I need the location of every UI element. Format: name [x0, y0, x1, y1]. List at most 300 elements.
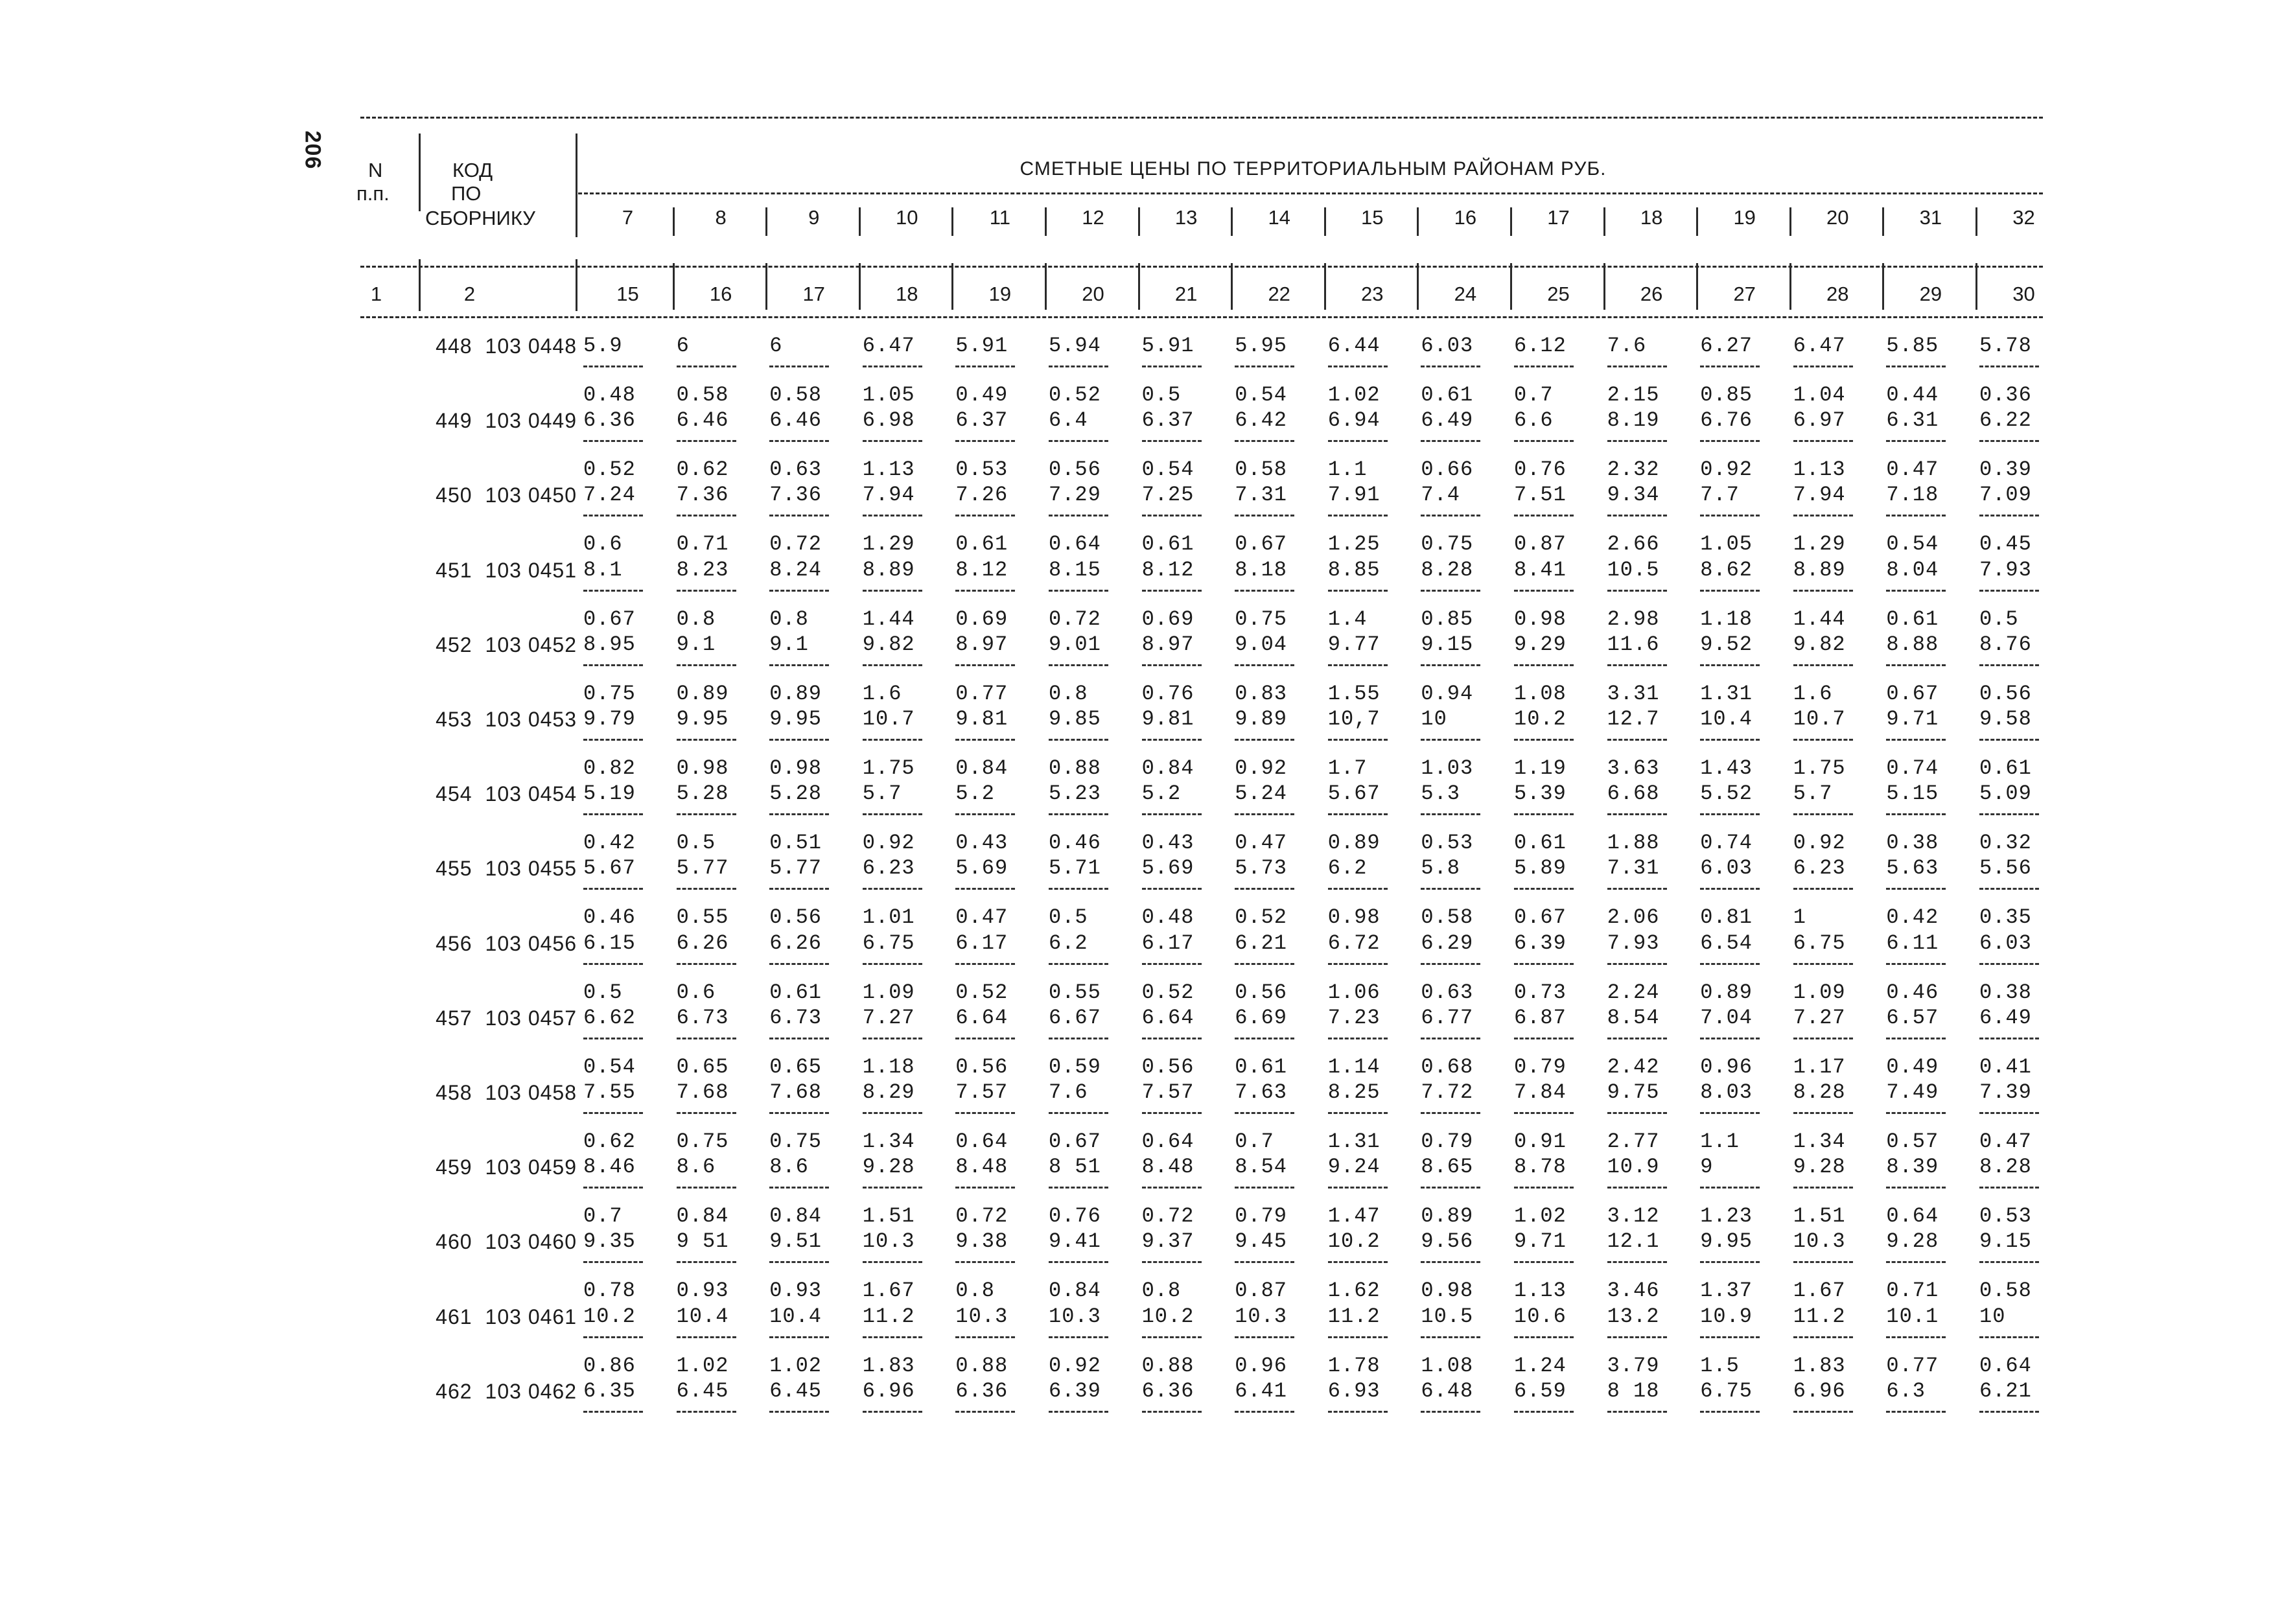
row-label: [363, 483, 577, 507]
price-value-secondary: 0.96: [1700, 1054, 1753, 1079]
price-value-secondary: 0.74: [1886, 756, 1939, 780]
fraction-bar: [863, 515, 922, 516]
price-value-secondary: 0.61: [1979, 756, 2032, 780]
fraction-bar: [1328, 963, 1388, 965]
price-value: 6.12: [1514, 334, 1567, 358]
fraction-bar: [1142, 1187, 1202, 1189]
district-code: 19: [1733, 206, 1756, 229]
price-value-secondary: 1.24: [1514, 1353, 1567, 1378]
price-value: 6.48: [1421, 1378, 1474, 1403]
price-value-secondary: 0.66: [1421, 458, 1474, 482]
price-value-secondary: 0.89: [1700, 980, 1753, 1004]
price-value: 10.2: [1327, 1229, 1381, 1254]
row-label: [363, 708, 577, 732]
fraction-bar: [769, 1187, 829, 1189]
price-value: 10.4: [1700, 707, 1753, 731]
price-value: 7.93: [1607, 931, 1660, 955]
district-code: 20: [1826, 206, 1849, 229]
price-value: 12.1: [1607, 1229, 1660, 1254]
price-value-secondary: 3.63: [1607, 756, 1660, 780]
price-value-secondary: 0.47: [1886, 458, 1939, 482]
fraction-bar: [955, 888, 1015, 890]
price-value: 6.23: [1793, 856, 1846, 881]
price-value: 9.38: [955, 1229, 1008, 1254]
price-value: 6: [769, 334, 783, 358]
column-number: 16: [709, 283, 732, 305]
fraction-bar: [955, 664, 1015, 666]
row-label: [363, 1006, 577, 1030]
fraction-bar: [583, 813, 643, 815]
price-value-secondary: 0.7: [1235, 1130, 1274, 1154]
price-value-secondary: 0.94: [1421, 681, 1474, 706]
fraction-bar: [863, 813, 922, 815]
price-value: 9.28: [1886, 1229, 1939, 1254]
price-value-secondary: 1.02: [769, 1353, 822, 1378]
district-code: 32: [2012, 206, 2035, 229]
price-value-secondary: 0.61: [955, 532, 1008, 557]
price-value: 5.52: [1700, 782, 1753, 806]
price-value-secondary: 0.75: [1235, 607, 1287, 631]
fraction-bar: [955, 1038, 1015, 1039]
fraction-bar: [1793, 1187, 1853, 1189]
price-value-secondary: 0.92: [1793, 831, 1846, 855]
price-value-secondary: 0.71: [676, 532, 729, 557]
price-value-secondary: 0.75: [583, 681, 636, 706]
column-separator: [673, 263, 675, 310]
fraction-bar: [1328, 1411, 1388, 1413]
price-value: 10.3: [955, 1304, 1008, 1328]
price-value: 7.27: [1793, 1005, 1846, 1030]
fraction-bar: [863, 739, 922, 741]
price-value: 10.3: [862, 1229, 915, 1254]
price-value: 8.97: [955, 632, 1008, 656]
header-separator: [419, 133, 421, 211]
district-code: 31: [1919, 206, 1942, 229]
price-value-secondary: 0.93: [769, 1279, 822, 1303]
fraction-bar: [955, 1261, 1015, 1263]
price-value: 8.18: [1235, 557, 1287, 582]
fraction-bar: [769, 365, 829, 367]
price-value: 5.89: [1514, 856, 1567, 881]
fraction-bar: [1514, 1112, 1574, 1114]
price-value: 7.39: [1979, 1080, 2032, 1104]
price-value: 10.1: [1886, 1304, 1939, 1328]
district-code: 12: [1082, 206, 1104, 229]
price-value-secondary: 0.64: [1886, 1204, 1939, 1229]
price-value: 7.04: [1700, 1005, 1753, 1030]
price-value: 6.97: [1793, 408, 1846, 433]
column-number: 26: [1640, 283, 1663, 305]
price-value-secondary: 0.98: [1421, 1279, 1474, 1303]
price-value: 5.56: [1979, 856, 2032, 881]
price-value-secondary: 0.54: [1235, 383, 1287, 407]
price-value-secondary: 1.37: [1700, 1279, 1753, 1303]
price-value: 6.75: [1700, 1378, 1753, 1403]
price-value: 6.23: [862, 856, 915, 881]
fraction-bar: [1049, 1411, 1108, 1413]
fraction-bar: [1049, 888, 1108, 890]
fraction-bar: [583, 888, 643, 890]
price-value: 6.76: [1700, 408, 1753, 433]
price-value: 9.04: [1235, 632, 1287, 656]
fraction-bar: [769, 1112, 829, 1114]
fraction-bar: [1886, 590, 1946, 592]
price-value-secondary: 0.89: [1327, 831, 1381, 855]
column-separator: [1696, 263, 1698, 310]
price-value-secondary: 0.54: [583, 1054, 636, 1079]
price-value: 6.36: [955, 1378, 1008, 1403]
price-value-secondary: 0.58: [1421, 905, 1474, 930]
price-value-secondary: 1.1: [1700, 1130, 1740, 1154]
price-value-secondary: 3.79: [1607, 1353, 1660, 1378]
column-separator: [1603, 207, 1605, 236]
price-value: 6.03: [1979, 931, 2032, 955]
column-number: 24: [1454, 283, 1477, 305]
price-value: 11.6: [1607, 632, 1660, 656]
price-value: 6.94: [1327, 408, 1381, 433]
price-value: 7.68: [676, 1080, 729, 1104]
price-value-secondary: 0.74: [1700, 831, 1753, 855]
price-value: 5.71: [1049, 856, 1101, 881]
fraction-bar: [1421, 1187, 1480, 1189]
fraction-bar: [1328, 1112, 1388, 1114]
price-value: 5.7: [862, 782, 902, 806]
fraction-bar: [863, 963, 922, 965]
fraction-bar: [1607, 664, 1667, 666]
price-value-secondary: 1.75: [862, 756, 915, 780]
price-value: 6.21: [1979, 1378, 2032, 1403]
column-separator: [1510, 263, 1512, 310]
row-label: [363, 334, 577, 358]
column-separator: [1789, 207, 1791, 236]
fraction-bar: [1235, 739, 1294, 741]
fraction-bar: [1142, 365, 1202, 367]
district-code: 13: [1174, 206, 1198, 229]
fraction-bar: [863, 590, 922, 592]
price-value-secondary: 0.64: [1141, 1130, 1194, 1154]
fraction-bar: [863, 365, 922, 367]
district-code: 18: [1640, 206, 1663, 229]
price-value: 8.24: [769, 557, 822, 582]
price-value-secondary: 0.98: [1327, 905, 1381, 930]
price-value-secondary: 1.83: [862, 1353, 915, 1378]
price-value: 6.27: [1700, 334, 1753, 358]
fraction-bar: [769, 963, 829, 965]
price-value-secondary: 1.02: [1327, 383, 1381, 407]
fraction-bar: [955, 515, 1015, 516]
price-value: 7.57: [955, 1080, 1008, 1104]
fraction-bar: [863, 664, 922, 666]
price-value-secondary: 0.54: [1886, 532, 1939, 557]
fraction-bar: [583, 1261, 643, 1263]
price-value: 8.62: [1700, 557, 1753, 582]
price-value: 8.12: [955, 557, 1008, 582]
price-value: 6.36: [1141, 1378, 1194, 1403]
price-value: 5.85: [1886, 334, 1939, 358]
price-value-secondary: 0.52: [1141, 980, 1194, 1004]
fraction-bar: [583, 365, 643, 367]
row-label: [363, 559, 577, 583]
fraction-bar: [1235, 1187, 1294, 1189]
price-value-secondary: 1.08: [1514, 681, 1567, 706]
price-value: 5.15: [1886, 782, 1939, 806]
fraction-bar: [1979, 1112, 2039, 1114]
fraction-bar: [1142, 1411, 1202, 1413]
price-value-secondary: 0.49: [1886, 1054, 1939, 1079]
price-value-secondary: 0.32: [1979, 831, 2032, 855]
price-value-secondary: 0.64: [1049, 532, 1101, 557]
fraction-bar: [583, 963, 643, 965]
price-value-secondary: 0.38: [1979, 980, 2032, 1004]
row-label: [363, 1305, 577, 1329]
price-value-secondary: 0.46: [1886, 980, 1939, 1004]
price-value: 9.85: [1049, 707, 1101, 731]
price-value-secondary: 0.72: [955, 1204, 1008, 1229]
price-value: 7.57: [1141, 1080, 1194, 1104]
price-value: 7.94: [862, 483, 915, 507]
row-label: [363, 1230, 577, 1254]
price-value-secondary: 0.52: [955, 980, 1008, 1004]
price-value: 9.95: [676, 707, 729, 731]
price-value: 6.47: [1793, 334, 1846, 358]
price-value-secondary: 0.62: [676, 458, 729, 482]
price-value-secondary: 0.53: [955, 458, 1008, 482]
fraction-bar: [1328, 664, 1388, 666]
price-value-secondary: 0.75: [676, 1130, 729, 1154]
price-value: 7.36: [676, 483, 729, 507]
price-value-secondary: 0.67: [1886, 681, 1939, 706]
fraction-bar: [1700, 1336, 1760, 1338]
price-value: 9.1: [769, 632, 809, 656]
price-value-secondary: 0.79: [1235, 1204, 1287, 1229]
column-separator: [765, 263, 767, 310]
fraction-bar: [1049, 440, 1108, 442]
price-value-secondary: 0.8: [769, 607, 809, 631]
price-value: 7.24: [583, 483, 636, 507]
fraction-bar: [863, 1187, 922, 1189]
price-value-secondary: 0.78: [583, 1279, 636, 1303]
row-code: 103 0455: [485, 857, 577, 881]
price-value-secondary: 0.64: [955, 1130, 1008, 1154]
price-value-secondary: 1.78: [1327, 1353, 1381, 1378]
fraction-bar: [1514, 1411, 1574, 1413]
price-value-secondary: 1.34: [862, 1130, 915, 1154]
column-separator: [1882, 263, 1884, 310]
price-value: 9: [1700, 1155, 1714, 1179]
price-value-secondary: 0.76: [1514, 458, 1567, 482]
row-code: 103 0462: [485, 1379, 577, 1403]
price-value-secondary: 2.77: [1607, 1130, 1660, 1154]
row-label: [363, 409, 577, 433]
fraction-bar: [955, 590, 1015, 592]
row-code: 103 0448: [485, 334, 577, 358]
price-value-secondary: 0.86: [583, 1353, 636, 1378]
fraction-bar: [1235, 888, 1294, 890]
price-value-secondary: 0.42: [1886, 905, 1939, 930]
price-value-secondary: 0.79: [1514, 1054, 1567, 1079]
column-separator: [1696, 207, 1698, 236]
price-value-secondary: 1.29: [862, 532, 915, 557]
price-value: 5.19: [583, 782, 636, 806]
fraction-bar: [1142, 888, 1202, 890]
fraction-bar: [863, 440, 922, 442]
price-value: 9.79: [583, 707, 636, 731]
row-number: 461: [436, 1305, 472, 1328]
price-value-secondary: 0.52: [583, 458, 636, 482]
fraction-bar: [1979, 1411, 2039, 1413]
header-bottom-rule: [360, 316, 2043, 318]
fraction-bar: [1886, 963, 1946, 965]
price-value: 13.2: [1607, 1304, 1660, 1328]
price-value-secondary: 1.03: [1421, 756, 1474, 780]
price-value-secondary: 1.31: [1700, 681, 1753, 706]
fraction-bar: [583, 664, 643, 666]
price-value: 6.3: [1886, 1378, 1926, 1403]
fraction-bar: [955, 1336, 1015, 1338]
price-value: 6.22: [1979, 408, 2032, 433]
price-value: 10.2: [1514, 707, 1567, 731]
fraction-bar: [769, 888, 829, 890]
price-value-secondary: 0.55: [676, 905, 729, 930]
code-label: КОД: [452, 159, 493, 181]
price-value-secondary: 0.65: [769, 1054, 822, 1079]
price-value-secondary: 0.55: [1049, 980, 1101, 1004]
price-value-secondary: 0.92: [862, 831, 915, 855]
price-value-secondary: 1.02: [676, 1353, 729, 1378]
fraction-bar: [1607, 1261, 1667, 1263]
price-value: 10.3: [1049, 1304, 1101, 1328]
price-value: 6.35: [583, 1378, 636, 1403]
fraction-bar: [1514, 813, 1574, 815]
col-number-2: 2: [463, 283, 476, 305]
fraction-bar: [677, 1187, 736, 1189]
price-value-secondary: 0.64: [1979, 1353, 2032, 1378]
fraction-bar: [1979, 1187, 2039, 1189]
price-value: 6.54: [1700, 931, 1753, 955]
price-value: 9.15: [1421, 632, 1474, 656]
column-separator: [1417, 263, 1419, 310]
fraction-bar: [1793, 664, 1853, 666]
row-code: 103 0449: [485, 409, 577, 433]
fraction-bar: [1235, 440, 1294, 442]
price-value: 8.85: [1327, 557, 1381, 582]
price-value: 5.73: [1235, 856, 1287, 881]
fraction-bar: [769, 739, 829, 741]
price-value-secondary: 0.89: [676, 681, 729, 706]
price-value: 9.29: [1514, 632, 1567, 656]
fraction-bar: [1421, 440, 1480, 442]
price-value-secondary: 0.87: [1514, 532, 1567, 557]
price-value: 6.26: [769, 931, 822, 955]
price-value: 7.7: [1700, 483, 1740, 507]
price-value: 6.37: [1141, 408, 1194, 433]
fraction-bar: [1235, 1112, 1294, 1114]
price-value: 8.25: [1327, 1080, 1381, 1104]
price-value: 9.28: [862, 1155, 915, 1179]
price-value: 10.5: [1421, 1304, 1474, 1328]
fraction-bar: [769, 1336, 829, 1338]
price-value-secondary: 0.91: [1514, 1130, 1567, 1154]
fraction-bar: [955, 963, 1015, 965]
fraction-bar: [769, 813, 829, 815]
price-value: 6.03: [1700, 856, 1753, 881]
price-value: 5.78: [1979, 334, 2032, 358]
price-value-secondary: 0.93: [676, 1279, 729, 1303]
fraction-bar: [1049, 1112, 1108, 1114]
price-value: 5.67: [583, 856, 636, 881]
fraction-bar: [1421, 1411, 1480, 1413]
fraction-bar: [1142, 739, 1202, 741]
price-value-secondary: 0.76: [1141, 681, 1194, 706]
fraction-bar: [1886, 664, 1946, 666]
row-label: [363, 1380, 577, 1404]
price-value: 9.51: [769, 1229, 822, 1254]
price-value: 10.9: [1700, 1304, 1753, 1328]
price-value: 10.7: [862, 707, 915, 731]
column-number: 18: [896, 283, 918, 305]
row-code: 103 0460: [485, 1230, 577, 1254]
row-number: 448: [436, 334, 472, 358]
price-value: 10,7: [1327, 707, 1381, 731]
price-value: 9.34: [1607, 483, 1660, 507]
fraction-bar: [1235, 365, 1294, 367]
fraction-bar: [1979, 440, 2039, 442]
price-value: 10.4: [676, 1304, 729, 1328]
district-code: 16: [1454, 206, 1477, 229]
fraction-bar: [677, 365, 736, 367]
district-code: 11: [989, 206, 1010, 229]
code-label-2: ПО: [451, 182, 482, 205]
price-value: 6.98: [862, 408, 915, 433]
price-value: 5.2: [1141, 782, 1182, 806]
price-value: 8.48: [955, 1155, 1008, 1179]
price-value-secondary: 0.8: [1049, 681, 1088, 706]
price-value: 6.75: [862, 931, 915, 955]
fraction-bar: [1607, 1038, 1667, 1039]
fraction-bar: [863, 1038, 922, 1039]
fraction-bar: [863, 1336, 922, 1338]
price-value-secondary: 1.19: [1514, 756, 1567, 780]
price-value: 9 51: [676, 1229, 729, 1254]
price-value-secondary: 0.89: [769, 681, 822, 706]
price-value: 9.24: [1327, 1155, 1381, 1179]
column-separator: [1231, 207, 1233, 236]
price-value: 5.28: [676, 782, 729, 806]
fraction-bar: [1793, 1038, 1853, 1039]
price-value-secondary: 0.56: [955, 1054, 1008, 1079]
price-value: 7.55: [583, 1080, 636, 1104]
fraction-bar: [1886, 1112, 1946, 1114]
price-value: 6.47: [862, 334, 915, 358]
price-value-secondary: 0.61: [1235, 1054, 1287, 1079]
fraction-bar: [1142, 1112, 1202, 1114]
column-separator: [951, 207, 953, 236]
price-value: 5.91: [955, 334, 1008, 358]
fraction-bar: [1328, 1038, 1388, 1039]
price-value: 6.44: [1327, 334, 1381, 358]
price-value-secondary: 1.34: [1793, 1130, 1846, 1154]
fraction-bar: [1421, 365, 1480, 367]
price-value: 8.89: [862, 557, 915, 582]
price-value-secondary: 1.05: [1700, 532, 1753, 557]
column-separator: [1045, 207, 1047, 236]
row-label: [363, 857, 577, 881]
fraction-bar: [677, 515, 736, 516]
price-value: 7.31: [1607, 856, 1660, 881]
fraction-bar: [1979, 1336, 2039, 1338]
fraction-bar: [1886, 365, 1946, 367]
price-value-secondary: 1.02: [1514, 1204, 1567, 1229]
